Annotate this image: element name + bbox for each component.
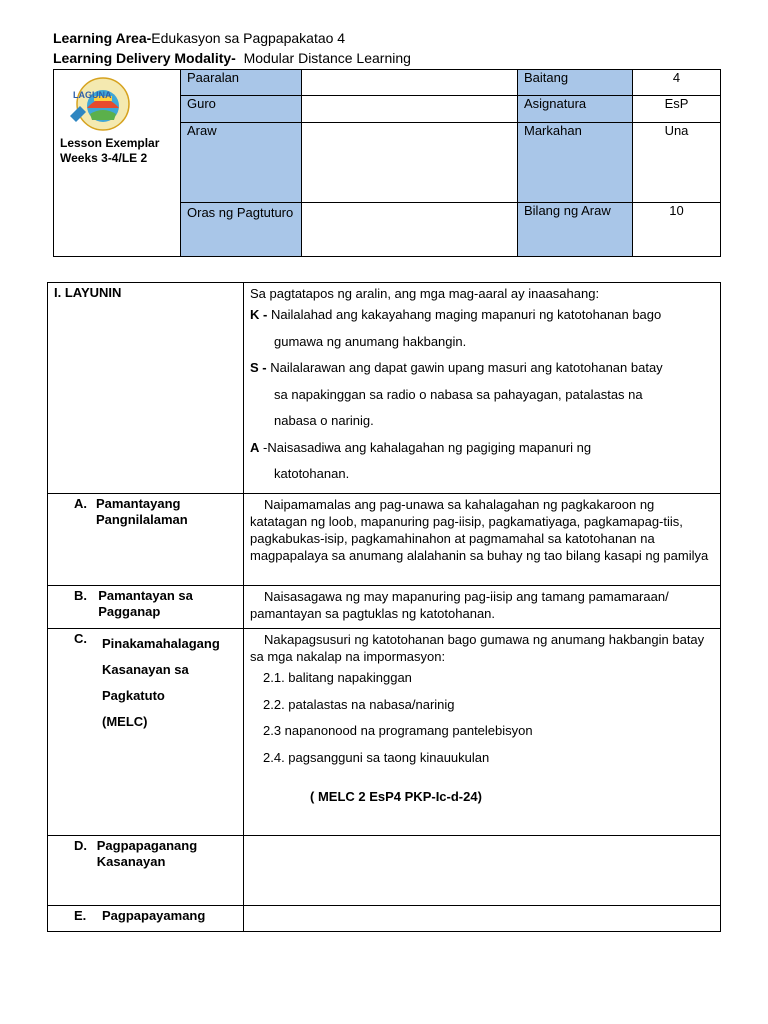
main-table [47,282,721,932]
section-e-content [244,906,721,932]
section-d-letter: D. [74,838,87,853]
markahan-label: Markahan [518,123,633,203]
learning-area-label: Learning Area- [53,30,152,46]
section-e-title: Pagpapayamang [102,908,206,923]
bilang-value: 10 [633,203,721,257]
markahan-value: Una [633,123,721,203]
section-c-content [244,629,721,836]
c-title-line2: Kasanayan sa [102,662,189,677]
c-title-line4: (MELC) [102,714,148,729]
logo-cell [54,70,181,257]
asignatura-value: EsP [633,96,721,123]
guro-label: Guro [181,96,302,123]
section-d-title: Pagpapaganang Kasanayan [96,838,198,869]
modality-value: Modular Distance Learning [243,50,411,66]
melc-code: ( MELC 2 EsP4 PKP-Ic-d-24) [310,789,482,804]
info-table [53,69,721,257]
lesson-exemplar-label [60,136,159,166]
s-objective [250,355,714,382]
oras-label: Oras ng Pagtuturo [181,203,302,257]
layunin-content [244,283,721,494]
section-e-letter: E. [74,908,87,923]
exemplar-title: Lesson Exemplar [60,136,160,150]
a-label: A [250,439,260,455]
a-objective [250,435,714,462]
laguna-logo-icon [60,76,146,132]
melc-list [250,665,714,771]
baitang-value: 4 [633,70,721,96]
c-title-line3: Pagkatuto [102,688,165,703]
section-d-content [244,836,721,906]
araw-label: Araw [181,123,302,203]
asignatura-label: Asignatura [518,96,633,123]
s-label: S - [250,360,267,375]
s-line2: sa napakinggan sa radio o nabasa sa pahayagan, patalastas na [274,386,643,402]
section-c-label [48,629,244,836]
paaralan-label: Paaralan [181,70,302,96]
learning-area-line [53,30,345,46]
list-item: 2.2. patalastas na nabasa/narinig [263,696,455,712]
section-c-title [102,631,220,735]
section-b-letter: B. [74,588,87,603]
section-d-row [48,836,721,906]
list-item: 2.4. pagsangguni sa taong kinauukulan [263,749,490,765]
list-item: 2.3 napanonood na programang pantelebisyon [263,723,533,738]
k-label: K - [250,307,268,322]
k-objective [250,302,714,329]
s-line3: nabasa o narinig. [274,413,374,428]
k-line1: Nailalahad ang kakayahang maging mapanuri ng katotohanan bago [267,307,662,322]
section-c-text: Nakapagsusuri ng katotohanan bago gumawa ng anumang hakbangin batay sa mga nakalap na impormasyon: [250,632,705,664]
section-c-letter: C. [74,631,87,646]
list-item: 2.1. balitang napakinggan [263,670,412,685]
s-line1: Nailalarawan ang dapat gawin upang masuri ang katotohanan batay [266,360,663,375]
paaralan-value [302,70,518,96]
section-b-row [48,586,721,629]
section-b-text: Naisasagawa ng may mapanuring pag-iisip ang tamang pamamaraan/ pamantayan sa pagtuklas ng katotohanan. [244,586,721,629]
modality-line [53,50,411,66]
layunin-row [48,283,721,494]
baitang-label: Baitang [518,70,633,96]
section-d-label [48,836,244,906]
modality-label: Learning Delivery Modality- [53,50,236,66]
araw-value [302,123,518,203]
section-c-row [48,629,721,836]
a-line2: katotohanan. [274,466,350,481]
c-title-line1: Pinakamahalagang [102,636,220,651]
section-a-label [48,494,244,586]
section-a-title: Pamantayang Pangnilalaman [95,496,188,527]
logo-text: LAGUNA [73,90,112,100]
layunin-heading: I. LAYUNIN [48,283,244,494]
a-line1: -Naisasadiwa ang kahalagahan ng pagiging mapanuri ng [259,439,592,455]
section-e-row [48,906,721,932]
layunin-intro: Sa pagtatapos ng aralin, ang mga mag-aaral ay inaasahang: [250,286,600,301]
bilang-label: Bilang ng Araw [518,203,633,257]
section-a-row [48,494,721,586]
oras-value [302,203,518,257]
k-line2: gumawa ng anumang hakbangin. [274,333,467,349]
guro-value [302,96,518,123]
section-e-label [48,906,244,932]
learning-area-value: Edukasyon sa Pagpapakatao 4 [151,30,346,46]
section-a-text: Naipamamalas ang pag-unawa sa kahalagahan ng pagkakaroon ng katatagan ng loob, mapanuring pag-iisip, pagkamatiyaga, pagkamapag-tiis, pagkabukas-isip, pagkamahinahon at pagmamahal sa katotohanan na magpapalaya sa anumang alalahanin sa buhay ng tao bilang kasapi ng pamilya [244,494,721,586]
section-a-letter: A. [74,496,87,511]
section-b-title: Pamantayan sa Pagganap [98,588,193,619]
weeks-label: Weeks 3-4/LE 2 [60,151,148,165]
section-b-label [48,586,244,629]
